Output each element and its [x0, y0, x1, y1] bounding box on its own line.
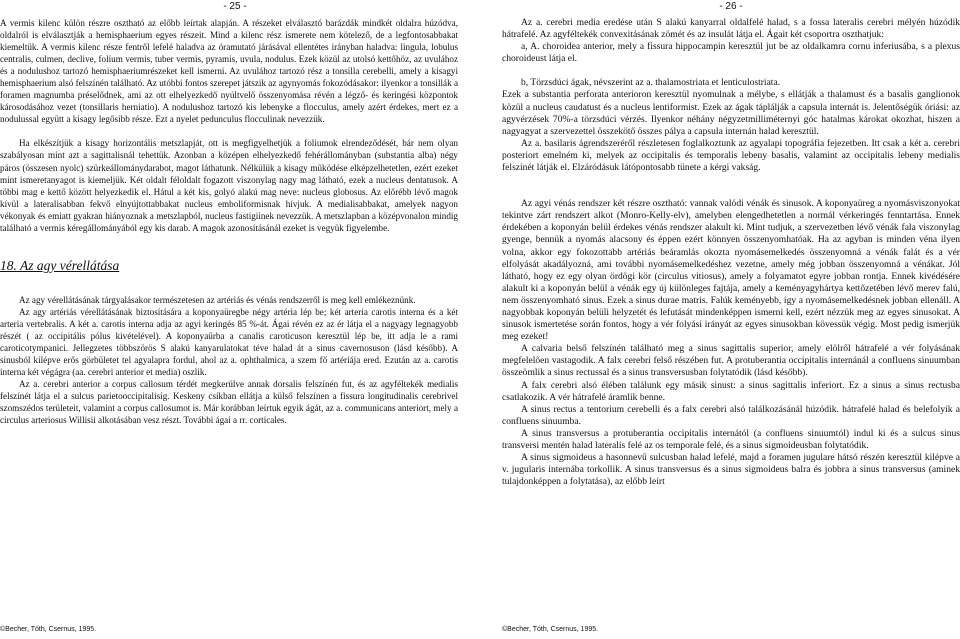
page-number: - 25 - [223, 1, 247, 12]
page-body [0, 17, 458, 426]
page-footer: ©Becher, Tóth, Csernus, 1995. [502, 626, 599, 633]
paragraph-sinus-transversus: A sinus transversus a protuberantia occipitalis internától (a confluens sinuumtól) indul ki és a sulcus sinus transversi mentén halad lateralis felé az os temporale felé, és a sinus sigmoideusban folytatódik. [502, 427, 960, 451]
page-25 [0, 0, 458, 639]
paragraph-vermis: A vermis kilenc külön részre osztható az előbb leírtak alapján. A részeket elválasztó barázdák mindkét oldalra húzódva, oldalról is elválasztják a hemisphaerium egyes részeit. Mind a kilenc rész ismerete nem kötelező, de a legfontosabbakat kiemeltük. A vermis kilenc része fentről lefelé haladva az óramutató járásával ellentétes irányban haladva: lingula, lobulus centralis, culmen, declive, folium vermis, tuber vermis, pyramis, uvula, nodulus. Ezek közül az utolsó kettőhöz, az uvulához és a nodulushoz tartozó hemisphaeriumrészeket kell ismerni. Az uvulához tartozó rész a tonsilla cerebelli, amely a kisagyi hemisphaerium alsó felszínén található. Az utóbbi fontos szerepet játszik az agynyomás fokozódásakor: ilyenkor a tonsillák a foramen magnumba préselődnek, ami az ott elhelyezkedő nyúltvelő összenyomása révén a légző- és keringési központok károsodásához vezet (tonsillaris herniatio). A nodulushoz tartozó kis lebenyke a flocculus, amely azért érdekes, mert ez a nodulussal együtt a kisagy legősibb része. Ezt a nyelet pedunculus flocculinak nevezzük. [0, 18, 458, 125]
paragraph-blood-supply-intro: Az agy vérellátásának tárgyalásakor természetesen az artériás és vénás rendszerről is meg kell emlékeznünk. [19, 294, 416, 305]
paragraph-choroidea: a, A. choroidea anterior, mely a fissura hippocampin keresztül jut be az oldalkamra cornu inferiusába, s a plexus choroideust látja el. [502, 41, 960, 65]
paragraph-sinus-sigmoideus: A sinus sigmoideus a hasonnevű sulcusban halad lefelé, majd a foramen jugulare hátsó részén keresztül kilépve a v. jugularis internába torkollik. A sinus transversus és a sinus sigmoideus balra és jobbra a sinus transversus (aminek tulajdonképpen a folytatása), az előbb leírt [502, 452, 960, 488]
paragraph-horizontal-section: Ha elkészítjük a kisagy horizontális metszlapját, ott is megfigyelhetjük a foliumok elrendeződését, bár nem olyan szabályosan mint azt a sagittalisnál tehettük. Azonban a középen elhelyezkedő fehérállományban (substantia alba) négy páros (összesen nyolc) szürkeállománydarabot, magot láthatunk. Nélkülük a kisagy működése elképzelhetetlen, ezért ezeket mint ismeretanyagot is kiemeljük. Két oldalt féloldalt fogazott viszonylag nagy mag látható, ezek a nucleus dentatusok. A többi mag e kettő között helyezkedik el. Hátul a két kis, golyó alakú mag neve: nucleus globosus. Az előrébb lévő magok kívül a lateralisabban fekvő elnyújtottabbakat nucleus emboliformisnak hívjuk. A medialisabbakat, amelyek nagyon vékonyak és emiatt gyakran hiányoznak a metszlapból, nucleus fastigiinek nevezzük. A metszlapban a középvonalon mindig található a vermis kéregállományából egy kis darab. A magok azonosításánál ezeket is vegyük figyelembe. [0, 138, 458, 233]
paragraph-sagittalis-superior: A calvaria belső felszínén található meg a sinus sagittalis superior, amely elölről hátrafelé a vér folyásának megfelelően vastagodik. A falx cerebri felső részében fut. A protuberantia occipitalis internánál a confluens sinuumban összeömlik a sinus rectussal és a sinus transversusban folytatódik (lásd később). [502, 343, 960, 379]
paragraph-sagittalis-inferior: A falx cerebri alsó élében találunk egy másik sinust: a sinus sagittalis inferiort. Ez a sinus a sinus rectusba csatlakozik. A vér hátrafelé áramlik benne. [502, 379, 960, 403]
paragraph-cerebri-media: Az a. cerebri media eredése után S alakú kanyarral oldalfelé halad, s a fossa lateralis cerebri mélyén húzódik hátrafelé. Az agyféltekék convexitásának zömét és az insulát látja el. Ágait két csoportra oszthatjuk: [502, 17, 960, 41]
page-footer: ©Becher, Tóth, Csernus, 1995. [0, 626, 97, 633]
page-body [502, 17, 960, 488]
paragraph-basilaris: Az a. basilaris ágrendszeréről részletesen foglalkoztunk az agyalapi topográfia fejezetben. Itt csak a két a. cerebri posteriort emelném ki, melyek az occipitalis és temporalis lebeny basalis, valamint az occipitalis lebeny medialis felszínét látják el. Elzáródásuk látópontosabb tünete a kérgi vakság. [502, 137, 960, 174]
page-number: - 26 - [719, 1, 743, 12]
paragraph-torzsduci: b, Törzsdúci ágak, névszerint az a. thalamostriata et lenticulostriata. [521, 77, 781, 89]
paragraph-sinus-rectus: A sinus rectus a tentorium cerebelli és a falx cerebri alsó találkozásánál húzódik. hátrafelé halad és belefolyik a confluens sinuumba. [502, 403, 960, 427]
paragraph-carotis: Az agy artériás vérellátásának biztosítására a koponyaüregbe négy artéria lép be; két arteria carotis interna és a két arteria vertebralis. A két a. carotis interna adja az agyi keringés 85 %-át. Ágai révén ez az ér látja el a nagyagy legnagyobb részét ( az occipitális pólus kivételével). A koponyaűrba a canalis caroticuson keresztül lép be, itt adja le a rami caroticotympanici. Jellegzetes többszörös S alakú kanyarulatokat téve halad át a sinus cavernosuson (lásd később). A sinusból kilépve erős görbületet tel agyalapra fordul, ahol az a. ophthalmica, a szem fő artériája ered. Ezután az a. carotis interna két végágra (aa. cerebri anterior et media) oszlik. [0, 306, 458, 378]
section-heading-text: 18. Az agy vérellátása [0, 257, 120, 273]
paragraph-venous-system: Az agyi vénás rendszer két részre osztható: vannak valódi vénák és sinusok. A koponyaüreg a nyomásviszonyokat tekintve zárt rendszert alkot (Monro-Kelly-elv), amelyben elengedhetetlen a normál vérkeringés fenntartása. Ennek érdekében a koponyán belül érdekes vénás rendszer alakult ki. Mint tudjuk, a szervezetben lévő vénák fala viszonylag gyenge, bennük a nyomás alacsony és éppen ezért könnyen összenyomhatóak. Ha az agyban is minden véna ilyen volna, akkor egy fokozottabb artériás beáramlás okozta nyomásemelkedés összenyomná a vénák falát és a vér elfolyását akadályozná, ami további nyomásemelkedéshez vezetne, amely még jobban összenyomná a vénákat. Jól látható, hogy ez egy olyan ördögi kör (circulus vitiosus), amely a folyamatot egyre jobban rontja. Ennek kivédésére alakult ki a koponyán belül a vénák egy új különleges fajtája, amely a keményagyhártya kettőzetében lévő merev falú, nem összenyomható sinus. Ezek a sinus durae matris. Falúk keményebb, így a nyomásemelkedésnek jobban ellenáll. A nagyobbak koponyán belüli helyzetét és lefutását mindenképpen ismerni kell, ezért nézzük meg az egyes sinusokat. A sinusok ismertetése során fontos, hogy a vér folyási irányát az egyes sinusokban kövessük végig. Most pedig ismerjük meg ezeket! [502, 198, 960, 343]
section-heading [0, 257, 458, 273]
page-26 [502, 0, 960, 639]
paragraph-cerebri-anterior: Az a. cerebri anterior a corpus callosum térdét megkerülve annak dorsalis felszínén fut, és az agyféltekék medialis felszínét látja el a sulcus parietooccipitalisig. Keskeny csíkban ellátja a külső felszínen a fissura longitudinalis cerebrivel szomszédos területeit, valamint a corpus callosumot is. Már korábban leírtuk egyik ágát, az a. communicans anteriort, mely a circulus arteriosus Willisii alkotásában vesz részt. További ágai a rr. corticales. [0, 379, 458, 426]
paragraph-perforata: Ezek a substantia perforata anterioron keresztül nyomulnak a mélybe, s ellátják a thalamust és a basalis ganglionok közül a nucleus caudatust és a nucleus lentiformist. Ezek az ágak táplálják a capsula internát is. Jelentőségük óriási: az agyvérzések 70%-a törzsdúci vérzés. Ilyenkor néhány négyzetmilliméternyi góc hatalmas károkat okozhat, hiszen a nagyagyat a szervezettel összekötő összes pálya a capsula internán halad keresztül. [502, 89, 960, 137]
